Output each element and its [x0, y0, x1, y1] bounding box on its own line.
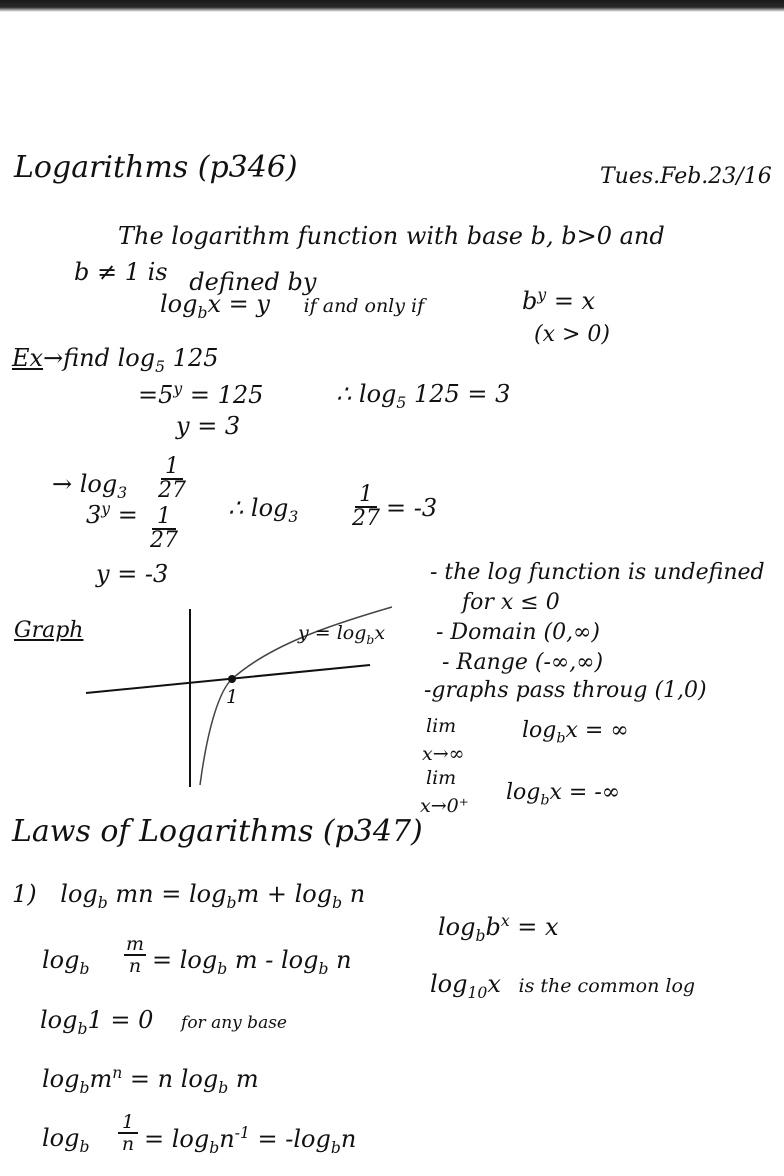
- date: Tues.Feb.23/16: [600, 164, 772, 189]
- law-reciprocal: $\log_b$: [42, 1124, 90, 1156]
- law-quotient: $\log_b$: [42, 946, 90, 978]
- graph-point: [228, 675, 236, 683]
- law-inverse: $\log_bb^x = x$: [438, 912, 559, 945]
- definition-line2: b ≠ 1 is defined by: [74, 258, 317, 296]
- law-quotient-fraction: m n: [125, 933, 145, 977]
- example2-fraction: 1 27: [158, 454, 186, 503]
- example1-find: Ex→find $\log_5 125$: [12, 344, 219, 376]
- note-intercept: -graphs pass throug (1,0): [424, 678, 707, 703]
- example2-equation: $3^y$ =: [86, 500, 138, 529]
- limit1-expression: $\log_bx$ = ∞: [522, 718, 629, 747]
- note-undefined-cond: for x ≤ 0: [462, 590, 560, 615]
- example2-result: y = -3: [96, 560, 169, 588]
- limit1-label: lim x→∞: [422, 715, 465, 765]
- page-title: Logarithms (p346): [14, 150, 298, 185]
- example1-step1: $=5^y = 125$: [138, 380, 264, 409]
- graph-point-label: 1: [226, 686, 239, 708]
- law-quotient-rhs: = $\log_b m - \log_b n$: [152, 946, 352, 978]
- scan-edge: [0, 0, 784, 12]
- definition-exponential: $b^y = x$: [522, 286, 596, 315]
- example1-step2: y = 3: [176, 412, 241, 440]
- example2-conclusion-value: = -3: [386, 494, 438, 522]
- limit2-expression: $\log_bx$ = -∞: [506, 780, 621, 809]
- law-log-one: $\log_b1 = 0$ for any base: [40, 1006, 287, 1038]
- laws-title: Laws of Logarithms (p347): [12, 814, 423, 849]
- note-undefined: - the log function is undefined: [430, 560, 765, 585]
- example1-conclusion: ∴ $\log_5 125 = 3$: [336, 380, 511, 412]
- graph-label: Graph: [14, 618, 84, 643]
- law-product: 1) $\log_b$ mn = $\log_bm + \log_b n$: [12, 880, 366, 912]
- definition-formula: $\log_bx = y$ if and only if: [160, 290, 425, 322]
- example2-conclusion: ∴ $\log_3$: [228, 494, 299, 526]
- definition-condition: (x > 0): [534, 322, 610, 347]
- law-common-log: $\log_{10}x$ is the common log: [430, 970, 696, 1002]
- example2-find: → $\log_3$: [52, 470, 128, 502]
- example2-fraction-3: 1 27: [352, 482, 380, 531]
- definition-line1: The logarithm function with base b, b>0 and: [118, 222, 665, 250]
- law-reciprocal-rhs: = $\log_bn^{-1} = -\log_bn$: [144, 1124, 357, 1157]
- note-range: - Range (-∞,∞): [442, 650, 604, 675]
- law-power: $\log_bm^n = n$ $\log_b m$: [42, 1064, 259, 1097]
- note-domain: - Domain (0,∞): [436, 620, 600, 645]
- example2-fraction-2: 1 27: [150, 504, 178, 553]
- graph-curve-label: $y = \log_bx$: [298, 622, 386, 647]
- limit2-label: lim x→0⁺: [420, 767, 469, 817]
- law-reciprocal-fraction: 1 n: [118, 1112, 138, 1154]
